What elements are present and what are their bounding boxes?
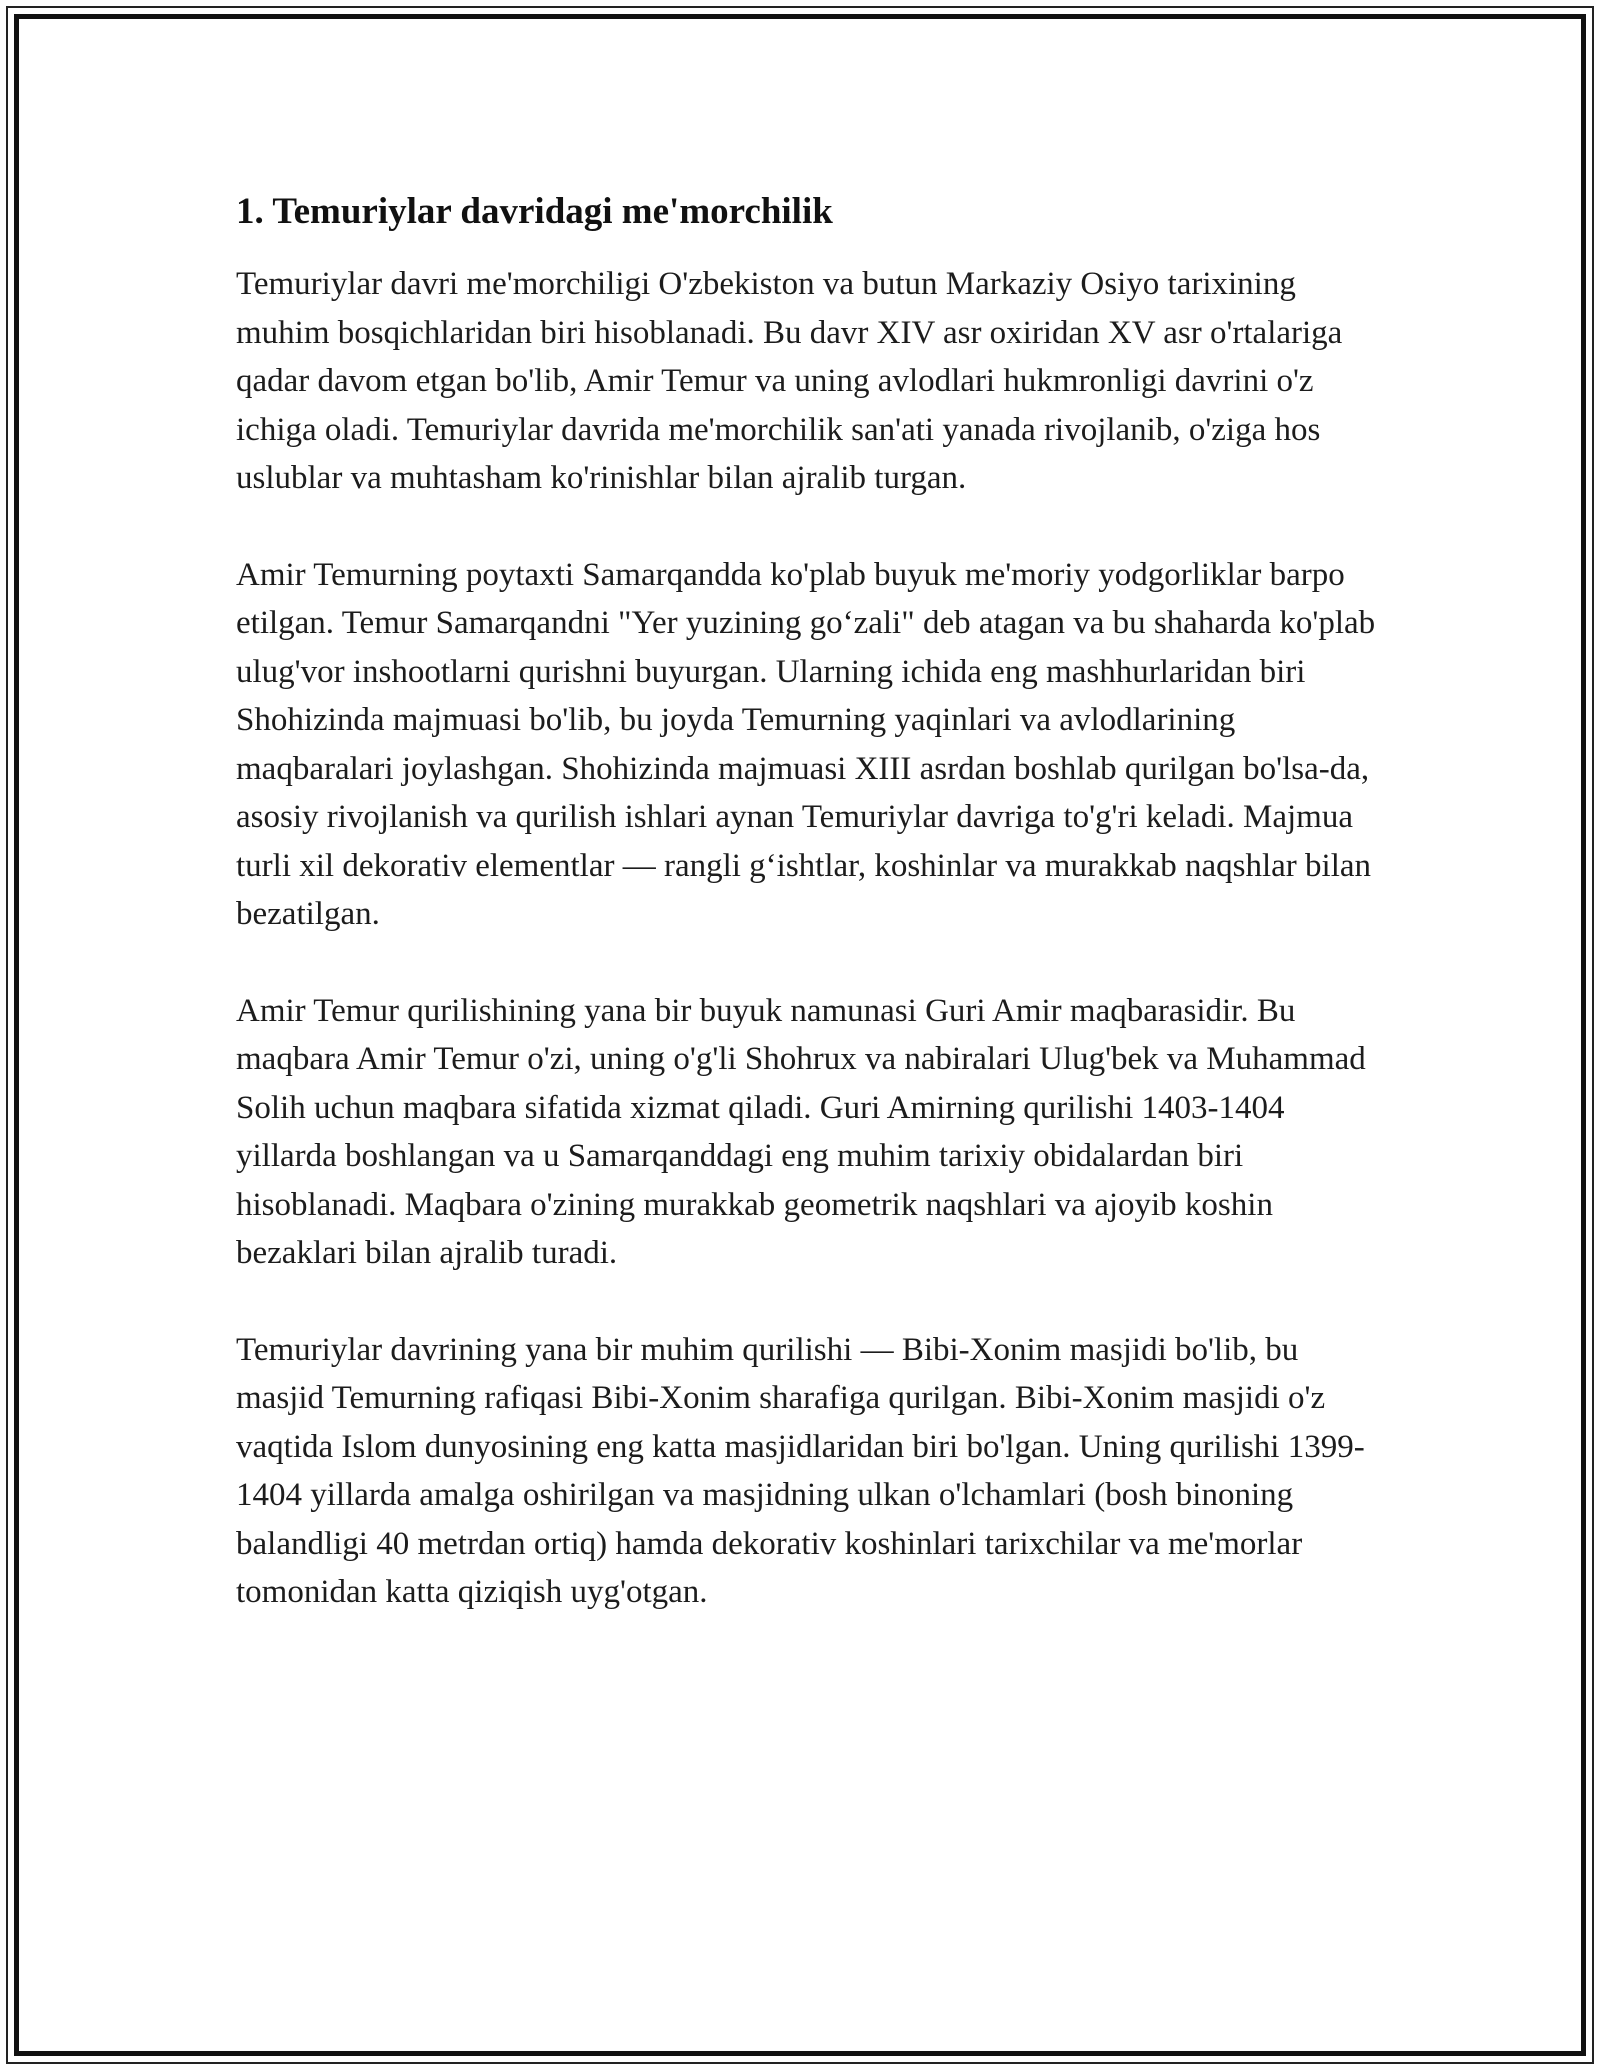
section-heading: 1. Temuriylar davridagi me'morchilik [236,191,833,232]
document-body [236,186,1376,1665]
paragraph-samarkand: Amir Temurning poytaxti Samarqandda ko'plab buyuk me'moriy yodgorliklar barpo etilgan. Temur Samarqandni "Yer yuzining go‘zali" deb atagan va bu shaharda ko'plab ulug'vor inshootlarni qurishni buyurgan. Ularning ichida eng mashhurlaridan biri Shohizinda majmuasi bo'lib, bu joyda Temurning yaqinlari va avlodlarining maqbaralari joylashgan. Shohizinda majmuasi XIII asrdan boshlab qurilgan bo'lsa-da, asosiy rivojlanish va qurilish ishlari aynan Temuriylar davriga to'g'ri keladi. Majmua turli xil dekorativ elementlar — rangli g‘ishtlar, koshinlar va murakkab naqshlar bilan bezatilgan. [236,556,1376,932]
paragraph-intro: Temuriylar davri me'morchiligi O'zbekiston va butun Markaziy Osiyo tarixining muhim bosqichlaridan biri hisoblanadi. Bu davr XIV asr oxiridan XV asr o'rtalariga qadar davom etgan bo'lib, Amir Temur va uning avlodlari hukmronligi davrini o'z ichiga oladi. Temuriylar davrida me'morchilik san'ati yanada rivojlanib, o'ziga hos uslublar va muhtasham ko'rinishlar bilan ajralib turgan. [236,266,1343,496]
paragraph-bibi-xonim: Temuriylar davrining yana bir muhim qurilishi — Bibi-Xonim masjidi bo'lib, bu masjid Temurning rafiqasi Bibi-Xonim sharafiga qurilgan. Bibi-Xonim masjidi o'z vaqtida Islom dunyosining eng katta masjidlaridan biri bo'lgan. Uning qurilishi 1399-1404 yillarda amalga oshirilgan va masjidning ulkan o'lchamlari (bosh binoning balandligi 40 metrdan ortiq) hamda dekorativ koshinlari tarixchilar va me'morlar tomonidan katta qiziqish uyg'otgan. [236,1331,1365,1610]
paragraph-guri-amir: Amir Temur qurilishining yana bir buyuk namunasi Guri Amir maqbarasidir. Bu maqbara Amir Temur o'zi, uning o'g'li Shohrux va nabiralari Ulug'bek va Muhammad Solih uchun maqbara sifatida xizmat qiladi. Guri Amirning qurilishi 1403-1404 yillarda boshlangan va u Samarqanddagi eng muhim tarixiy obidalardan biri hisoblanadi. Maqbara o'zining murakkab geometrik naqshlari va ajoyib koshin bezaklari bilan ajralib turadi. [236,992,1366,1271]
